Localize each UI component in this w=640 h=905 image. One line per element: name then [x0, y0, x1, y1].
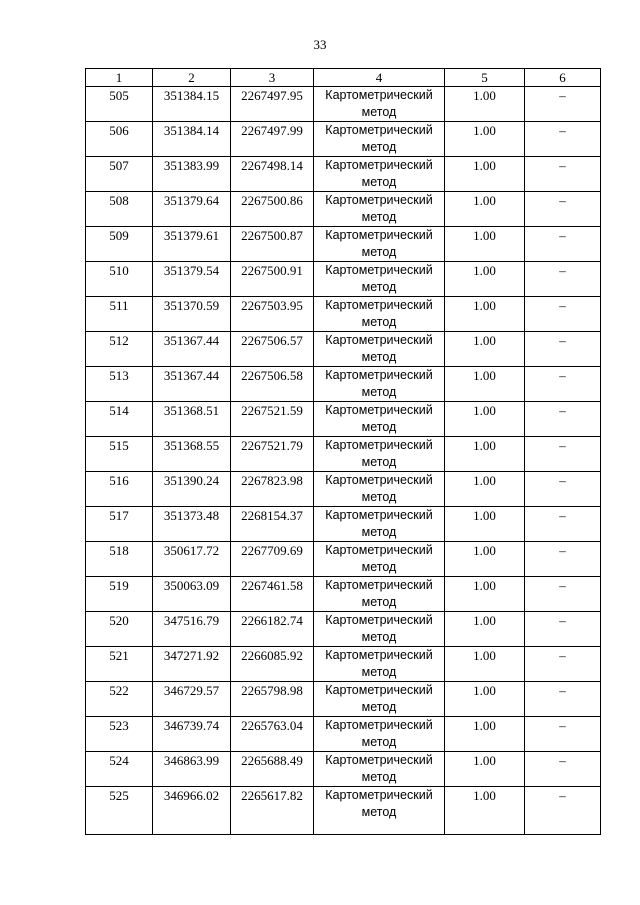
x-coordinate-cell: 351379.54: [153, 262, 231, 297]
y-coordinate-cell: 2267709.69: [231, 542, 314, 577]
method-cell: Картометрический метод: [314, 262, 445, 297]
method-cell: Картометрический метод: [314, 542, 445, 577]
accuracy-cell: 1.00: [445, 227, 525, 262]
point-number-cell: 519: [86, 577, 153, 612]
table-row: [86, 752, 601, 787]
point-number-cell: 517: [86, 507, 153, 542]
note-cell: –: [525, 542, 601, 577]
accuracy-cell: 1.00: [445, 647, 525, 682]
table-row: [86, 297, 601, 332]
coordinates-table: [85, 68, 601, 835]
y-coordinate-cell: 2265763.04: [231, 717, 314, 752]
x-coordinate-cell: 350063.09: [153, 577, 231, 612]
table-row: [86, 542, 601, 577]
note-cell: –: [525, 717, 601, 752]
note-cell: –: [525, 577, 601, 612]
x-coordinate-cell: 351384.15: [153, 87, 231, 122]
x-coordinate-cell: 346966.02: [153, 787, 231, 835]
note-cell: –: [525, 787, 601, 835]
note-cell: –: [525, 157, 601, 192]
note-cell: –: [525, 122, 601, 157]
y-coordinate-cell: 2267521.59: [231, 402, 314, 437]
note-cell: –: [525, 612, 601, 647]
method-cell: Картометрический метод: [314, 612, 445, 647]
method-cell: Картометрический метод: [314, 752, 445, 787]
note-cell: –: [525, 437, 601, 472]
point-number-cell: 524: [86, 752, 153, 787]
point-number-cell: 512: [86, 332, 153, 367]
y-coordinate-cell: 2267461.58: [231, 577, 314, 612]
column-header-4: 4: [314, 69, 445, 87]
y-coordinate-cell: 2266085.92: [231, 647, 314, 682]
y-coordinate-cell: 2267497.95: [231, 87, 314, 122]
table-row: [86, 577, 601, 612]
point-number-cell: 507: [86, 157, 153, 192]
y-coordinate-cell: 2267500.86: [231, 192, 314, 227]
x-coordinate-cell: 346739.74: [153, 717, 231, 752]
method-cell: Картометрический метод: [314, 297, 445, 332]
note-cell: –: [525, 87, 601, 122]
table-row: [86, 507, 601, 542]
x-coordinate-cell: 351373.48: [153, 507, 231, 542]
x-coordinate-cell: 351367.44: [153, 367, 231, 402]
method-cell: Картометрический метод: [314, 472, 445, 507]
header-row: [86, 69, 601, 87]
method-cell: Картометрический метод: [314, 157, 445, 192]
accuracy-cell: 1.00: [445, 472, 525, 507]
x-coordinate-cell: 351390.24: [153, 472, 231, 507]
point-number-cell: 510: [86, 262, 153, 297]
point-number-cell: 521: [86, 647, 153, 682]
accuracy-cell: 1.00: [445, 577, 525, 612]
x-coordinate-cell: 351368.51: [153, 402, 231, 437]
table-row: [86, 192, 601, 227]
table-row: [86, 332, 601, 367]
y-coordinate-cell: 2265798.98: [231, 682, 314, 717]
y-coordinate-cell: 2266182.74: [231, 612, 314, 647]
table-row: [86, 87, 601, 122]
accuracy-cell: 1.00: [445, 402, 525, 437]
note-cell: –: [525, 752, 601, 787]
accuracy-cell: 1.00: [445, 157, 525, 192]
point-number-cell: 523: [86, 717, 153, 752]
point-number-cell: 505: [86, 87, 153, 122]
accuracy-cell: 1.00: [445, 367, 525, 402]
accuracy-cell: 1.00: [445, 787, 525, 835]
table-row: [86, 647, 601, 682]
note-cell: –: [525, 227, 601, 262]
method-cell: Картометрический метод: [314, 367, 445, 402]
point-number-cell: 522: [86, 682, 153, 717]
column-header-5: 5: [445, 69, 525, 87]
page-number: 33: [313, 37, 327, 52]
method-cell: Картометрический метод: [314, 577, 445, 612]
x-coordinate-cell: 351379.64: [153, 192, 231, 227]
method-cell: Картометрический метод: [314, 402, 445, 437]
point-number-cell: 511: [86, 297, 153, 332]
table-row: [86, 227, 601, 262]
accuracy-cell: 1.00: [445, 297, 525, 332]
y-coordinate-cell: 2265688.49: [231, 752, 314, 787]
point-number-cell: 520: [86, 612, 153, 647]
point-number-cell: 506: [86, 122, 153, 157]
table-body: [86, 87, 601, 835]
x-coordinate-cell: 351379.61: [153, 227, 231, 262]
accuracy-cell: 1.00: [445, 262, 525, 297]
y-coordinate-cell: 2265617.82: [231, 787, 314, 835]
method-cell: Картометрический метод: [314, 787, 445, 835]
point-number-cell: 513: [86, 367, 153, 402]
accuracy-cell: 1.00: [445, 752, 525, 787]
accuracy-cell: 1.00: [445, 542, 525, 577]
column-header-2: 2: [153, 69, 231, 87]
table-row: [86, 157, 601, 192]
method-cell: Картометрический метод: [314, 717, 445, 752]
note-cell: –: [525, 682, 601, 717]
x-coordinate-cell: 351370.59: [153, 297, 231, 332]
x-coordinate-cell: 346863.99: [153, 752, 231, 787]
table-row: [86, 682, 601, 717]
y-coordinate-cell: 2267506.58: [231, 367, 314, 402]
table-row: [86, 612, 601, 647]
point-number-cell: 508: [86, 192, 153, 227]
method-cell: Картометрический метод: [314, 192, 445, 227]
table-row: [86, 437, 601, 472]
table-row: [86, 472, 601, 507]
accuracy-cell: 1.00: [445, 682, 525, 717]
point-number-cell: 514: [86, 402, 153, 437]
x-coordinate-cell: 350617.72: [153, 542, 231, 577]
method-cell: Картометрический метод: [314, 332, 445, 367]
x-coordinate-cell: 351367.44: [153, 332, 231, 367]
point-number-cell: 509: [86, 227, 153, 262]
method-cell: Картометрический метод: [314, 507, 445, 542]
accuracy-cell: 1.00: [445, 612, 525, 647]
note-cell: –: [525, 367, 601, 402]
y-coordinate-cell: 2267498.14: [231, 157, 314, 192]
x-coordinate-cell: 347516.79: [153, 612, 231, 647]
y-coordinate-cell: 2267823.98: [231, 472, 314, 507]
point-number-cell: 515: [86, 437, 153, 472]
note-cell: –: [525, 297, 601, 332]
accuracy-cell: 1.00: [445, 87, 525, 122]
table-row: [86, 717, 601, 752]
method-cell: Картометрический метод: [314, 682, 445, 717]
y-coordinate-cell: 2267500.91: [231, 262, 314, 297]
column-header-6: 6: [525, 69, 601, 87]
note-cell: –: [525, 192, 601, 227]
accuracy-cell: 1.00: [445, 332, 525, 367]
column-header-1: 1: [86, 69, 153, 87]
table-row: [86, 122, 601, 157]
column-header-3: 3: [231, 69, 314, 87]
method-cell: Картометрический метод: [314, 87, 445, 122]
note-cell: –: [525, 472, 601, 507]
accuracy-cell: 1.00: [445, 122, 525, 157]
method-cell: Картометрический метод: [314, 122, 445, 157]
note-cell: –: [525, 402, 601, 437]
accuracy-cell: 1.00: [445, 717, 525, 752]
y-coordinate-cell: 2267497.99: [231, 122, 314, 157]
x-coordinate-cell: 351383.99: [153, 157, 231, 192]
accuracy-cell: 1.00: [445, 192, 525, 227]
x-coordinate-cell: 346729.57: [153, 682, 231, 717]
y-coordinate-cell: 2268154.37: [231, 507, 314, 542]
table-header: [86, 69, 601, 87]
point-number-cell: 518: [86, 542, 153, 577]
note-cell: –: [525, 332, 601, 367]
note-cell: –: [525, 647, 601, 682]
method-cell: Картометрический метод: [314, 647, 445, 682]
x-coordinate-cell: 351368.55: [153, 437, 231, 472]
table-row: [86, 787, 601, 835]
method-cell: Картометрический метод: [314, 437, 445, 472]
x-coordinate-cell: 351384.14: [153, 122, 231, 157]
point-number-cell: 516: [86, 472, 153, 507]
accuracy-cell: 1.00: [445, 507, 525, 542]
x-coordinate-cell: 347271.92: [153, 647, 231, 682]
note-cell: –: [525, 262, 601, 297]
method-cell: Картометрический метод: [314, 227, 445, 262]
y-coordinate-cell: 2267506.57: [231, 332, 314, 367]
y-coordinate-cell: 2267500.87: [231, 227, 314, 262]
table-row: [86, 402, 601, 437]
table-row: [86, 367, 601, 402]
table-row: [86, 262, 601, 297]
accuracy-cell: 1.00: [445, 437, 525, 472]
note-cell: –: [525, 507, 601, 542]
y-coordinate-cell: 2267503.95: [231, 297, 314, 332]
point-number-cell: 525: [86, 787, 153, 835]
y-coordinate-cell: 2267521.79: [231, 437, 314, 472]
